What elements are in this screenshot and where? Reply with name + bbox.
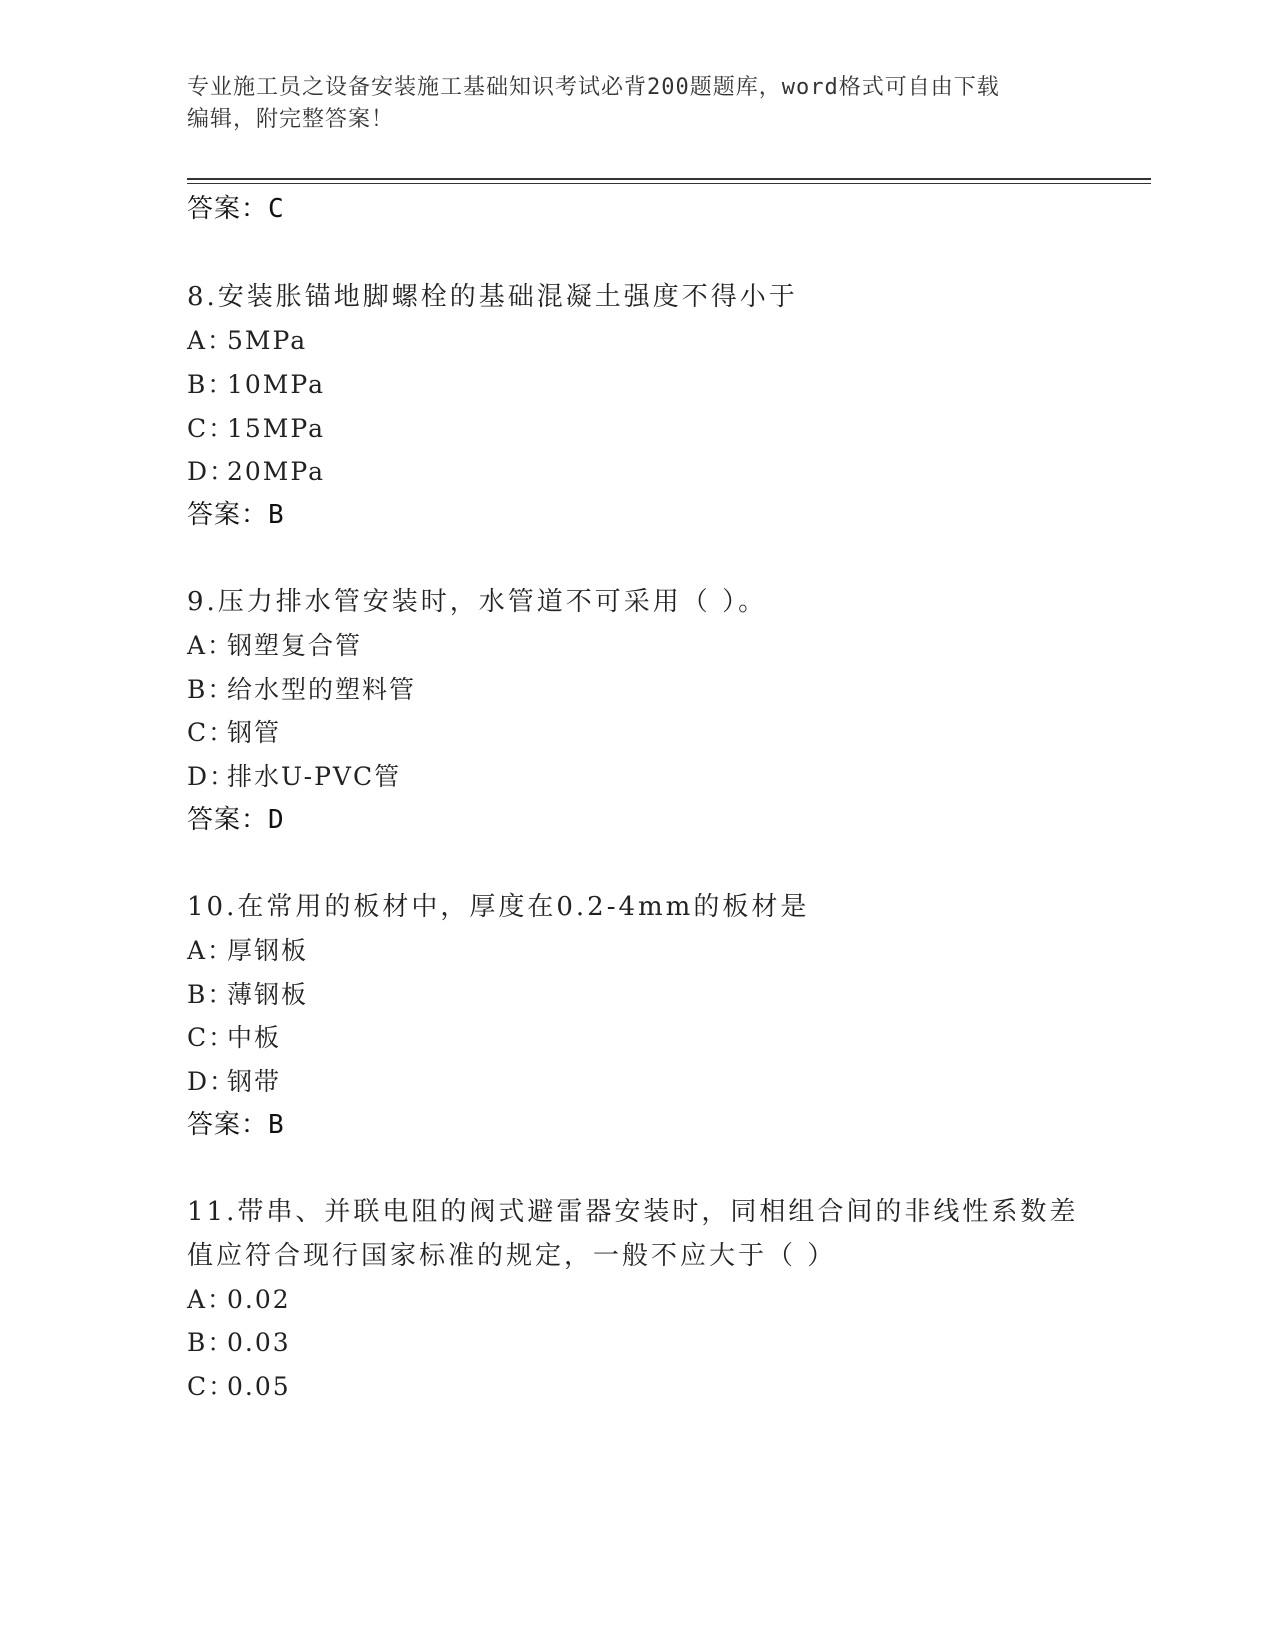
option-letter: B： (187, 370, 235, 399)
question-10-option-b (187, 975, 308, 1011)
question-9-option-b (187, 670, 416, 706)
question-8-option-b (187, 365, 325, 401)
option-text: 给水型的塑料管 (227, 675, 417, 704)
option-letter: A： (187, 631, 235, 660)
question-11-text-line-1: 11.带串、并联电阻的阀式避雷器安装时，同相组合间的非线性系数差 (187, 1197, 1079, 1227)
option-text: 5MPa (227, 326, 308, 355)
question-11-option-b (187, 1323, 291, 1359)
option-text: 钢塑复合管 (227, 631, 363, 660)
option-text: 钢带 (227, 1067, 282, 1096)
option-text: 排水U-PVC管 (227, 762, 402, 791)
question-8-option-a (187, 321, 307, 357)
option-letter: B： (187, 675, 235, 704)
question-11-text-line-2: 值应符合现行国家标准的规定，一般不应大于（ ） (187, 1241, 837, 1271)
option-text: 厚钢板 (227, 936, 309, 965)
question-9-answer: 答案：D (187, 805, 285, 835)
document-header (187, 72, 1067, 136)
question-10-option-c (187, 1018, 281, 1054)
option-letter: D： (187, 1067, 237, 1096)
header-divider-thin (187, 183, 1151, 184)
question-8-answer: 答案：B (187, 500, 285, 530)
question-9-option-a (187, 626, 362, 662)
option-letter: C： (187, 414, 236, 443)
question-8-option-c (187, 409, 325, 445)
header-title-line-1: 专业施工员之设备安装施工基础知识考试必背200题题库，word格式可自由下载 (187, 75, 1000, 100)
option-letter: B： (187, 1328, 235, 1357)
option-letter: C： (187, 1023, 236, 1052)
option-letter: A： (187, 936, 235, 965)
question-9-text: 9.压力排水管安装时，水管道不可采用（ ）。 (187, 587, 768, 617)
option-text: 15MPa (227, 414, 326, 443)
question-9-option-d (187, 757, 401, 793)
question-8-text: 8.安装胀锚地脚螺栓的基础混凝土强度不得小于 (187, 282, 798, 312)
option-text: 10MPa (227, 370, 326, 399)
question-11-option-a (187, 1280, 291, 1316)
question-10-option-d (187, 1062, 281, 1098)
header-divider-thick (187, 178, 1151, 180)
previous-answer: 答案：C (187, 194, 285, 224)
question-10-answer: 答案：B (187, 1110, 285, 1140)
option-letter: C： (187, 1372, 236, 1401)
question-8-option-d (187, 452, 325, 488)
option-text: 钢管 (227, 718, 282, 747)
option-letter: B： (187, 980, 235, 1009)
option-text: 薄钢板 (227, 980, 309, 1009)
option-letter: C： (187, 718, 236, 747)
question-11-option-c (187, 1367, 291, 1403)
option-letter: D： (187, 762, 237, 791)
option-text: 0.05 (227, 1372, 291, 1401)
option-text: 20MPa (227, 457, 326, 486)
option-text: 0.02 (227, 1285, 291, 1314)
option-letter: A： (187, 326, 235, 355)
option-letter: A： (187, 1285, 235, 1314)
question-10-text: 10.在常用的板材中，厚度在0.2-4mm的板材是 (187, 892, 810, 922)
question-9-option-c (187, 713, 281, 749)
question-10-option-a (187, 931, 308, 967)
option-letter: D： (187, 457, 237, 486)
header-title-line-2: 编辑，附完整答案！ (187, 107, 395, 132)
option-text: 中板 (227, 1023, 282, 1052)
option-text: 0.03 (227, 1328, 291, 1357)
